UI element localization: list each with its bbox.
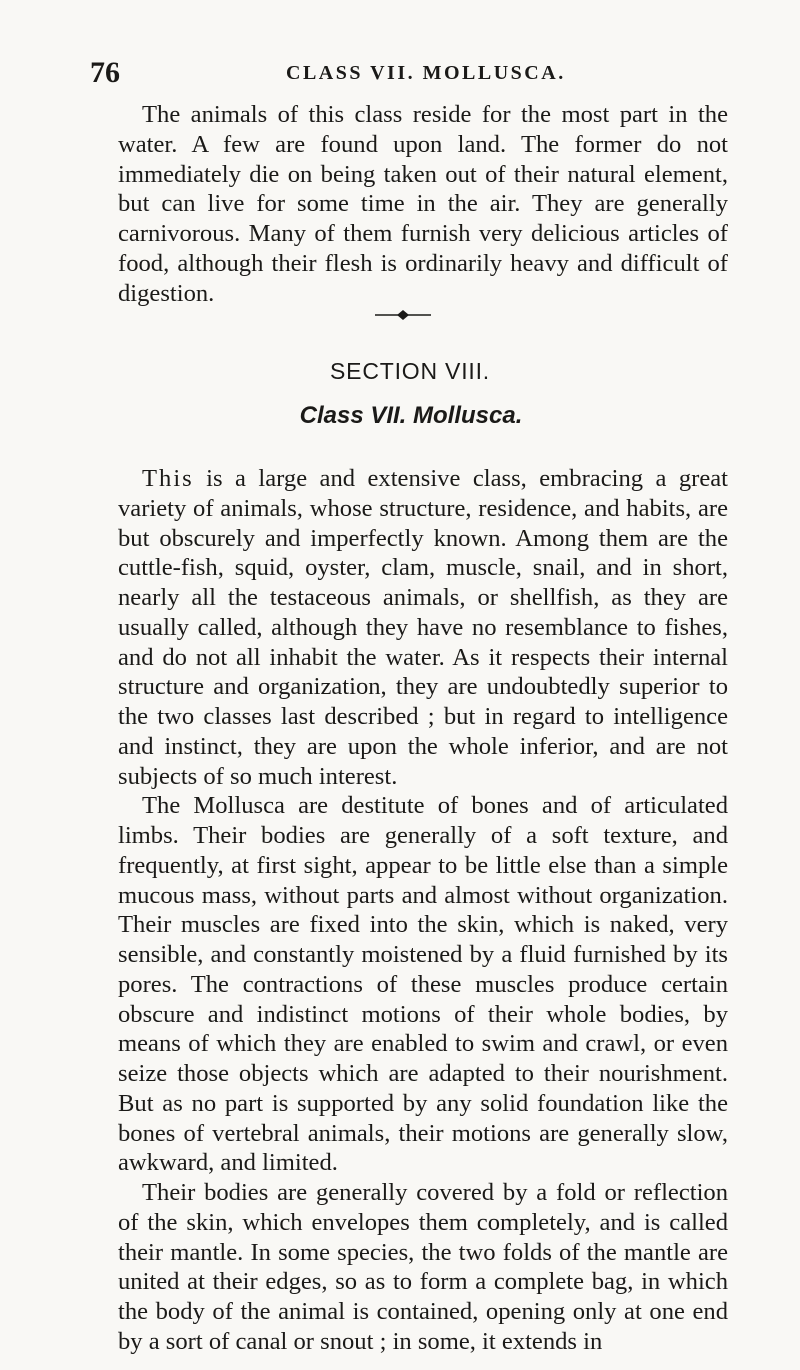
section-body [118,464,728,1357]
section-paragraph-1 [118,464,728,791]
section-divider-ornament [375,309,431,321]
section-subtitle: Class VII. Mollusca. [299,402,523,429]
section-paragraph-3: Their bodies are generally covered by a fold or reflection of the skin, which envelopes them completely, and is called their mantle. In some species, the two folds of the mantle are united at their edges, so as to form a complete bag, in which the body of the animal is contained, opening only at one end by a sort of canal or snout ; in some, it extends in [118,1179,728,1355]
running-head: CLASS VII. MOLLUSCA. [286,62,566,84]
section-paragraph-2: The Mollusca are destitute of bones and of articulated limbs. Their bodies are generally of a soft texture, and frequently, at first sight, appear to be little else than a simple mucous mass, without parts and almost without organization. Their muscles are fixed into the skin, which is naked, very sensible, and constantly moistened by a fluid furnished by its pores. The contractions of these muscles produce certain obscure and indistinct motions of their whole bodies, by means of which they are enabled to swim and crawl, or even seize those objects which are adapted to their nourishment. But as no part is supported by any solid foundation like the bones of vertebral animals, their motions are generally slow, awkward, and limited. [118,792,728,1177]
section-first-word: This [142,465,194,492]
section-paragraph-1-text: is a large and extensive class, embracing a great variety of animals, whose structure, residence, and habits, are but obscurely and imperfectly known. Among them are the cuttle-fish, squid, oyster, clam, muscle, snail, and in short, nearly all the testaceous animals, or shellfish, as they are usually called, although they have no resemblance to fishes, and do not all inhabit the water. As it respects their internal structure and organization, they are undoubtedly superior to the two classes last described ; but in regard to intelligence and instinct, they are upon the whole inferior, and are not subjects of so much interest. [118,465,728,790]
intro-paragraph: The animals of this class reside for the most part in the water. A few are found upon land. The former do not immediately die on being taken out of their natural element, but can live for some time in the air. They are generally carnivorous. Many of them furnish very delicious articles of food, although their flesh is ordinarily heavy and difficult of digestion. [118,101,728,307]
page-header [88,56,728,96]
intro-section [118,100,728,308]
page-number: 76 [90,56,120,89]
section-title: SECTION VIII. [330,358,490,384]
